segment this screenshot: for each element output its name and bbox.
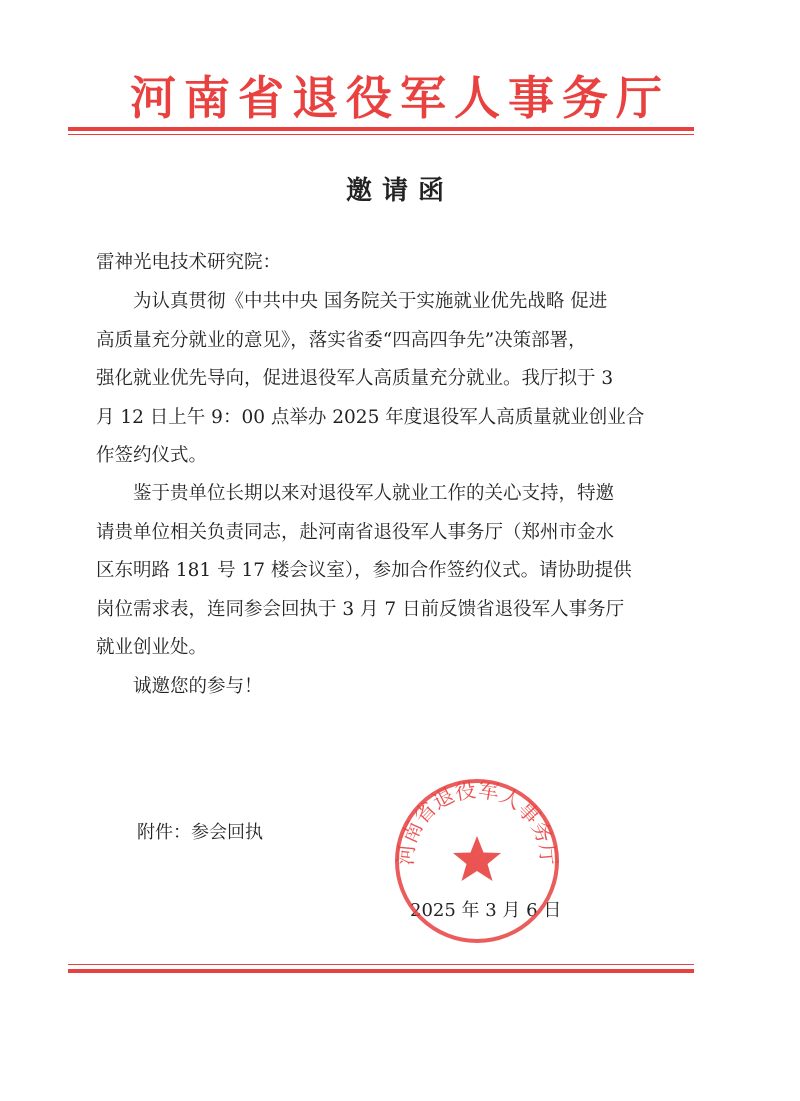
paragraph-line: 为认真贯彻《中共中央 国务院关于实施就业优先战略 促进 [133, 291, 608, 312]
letterhead-rule-thin [68, 134, 694, 135]
paragraph-line: 月 12 日上午 9：00 点举办 2025 年度退役军人高质量就业创业合 [96, 407, 645, 428]
paragraph-line: 鉴于贵单位长期以来对退役军人就业工作的关心支持，特邀 [133, 483, 615, 504]
letterhead-title: 河南省退役军人事务厅 [130, 71, 670, 125]
document-title: 邀请函 [345, 176, 454, 206]
seal-text: 河南省退役军人事务厅 [393, 777, 561, 867]
official-seal [392, 776, 562, 946]
footer-rule-thin [68, 964, 694, 965]
closing-line: 诚邀您的参与！ [133, 676, 263, 697]
letterhead-rule-thick [68, 127, 694, 131]
attachment-note: 附件：参会回执 [137, 822, 263, 843]
footer-rule-thick [68, 969, 694, 973]
paragraph-line: 强化就业优先导向，促进退役军人高质量充分就业。我厅拟于 3 [96, 368, 614, 389]
star-icon [453, 836, 501, 881]
paragraph-line: 岗位需求表，连同参会回执于 3 月 7 日前反馈省退役军人事务厅 [96, 599, 625, 620]
paragraph-line: 请贵单位相关负责同志，赴河南省退役军人事务厅（郑州市金水 [96, 522, 615, 543]
paragraph-line: 区东明路 181 号 17 楼会议室），参加合作签约仪式。请协助提供 [96, 560, 632, 581]
paragraph-line: 就业创业处。 [96, 637, 208, 658]
paragraph-line: 高质量充分就业的意见》，落实省委“四高四争先”决策部署， [96, 330, 587, 351]
addressee: 雷神光电技术研究院： [96, 252, 282, 273]
signature-date: 2025 年 3 月 6 日 [410, 900, 562, 921]
paragraph-line: 作签约仪式。 [96, 445, 208, 466]
